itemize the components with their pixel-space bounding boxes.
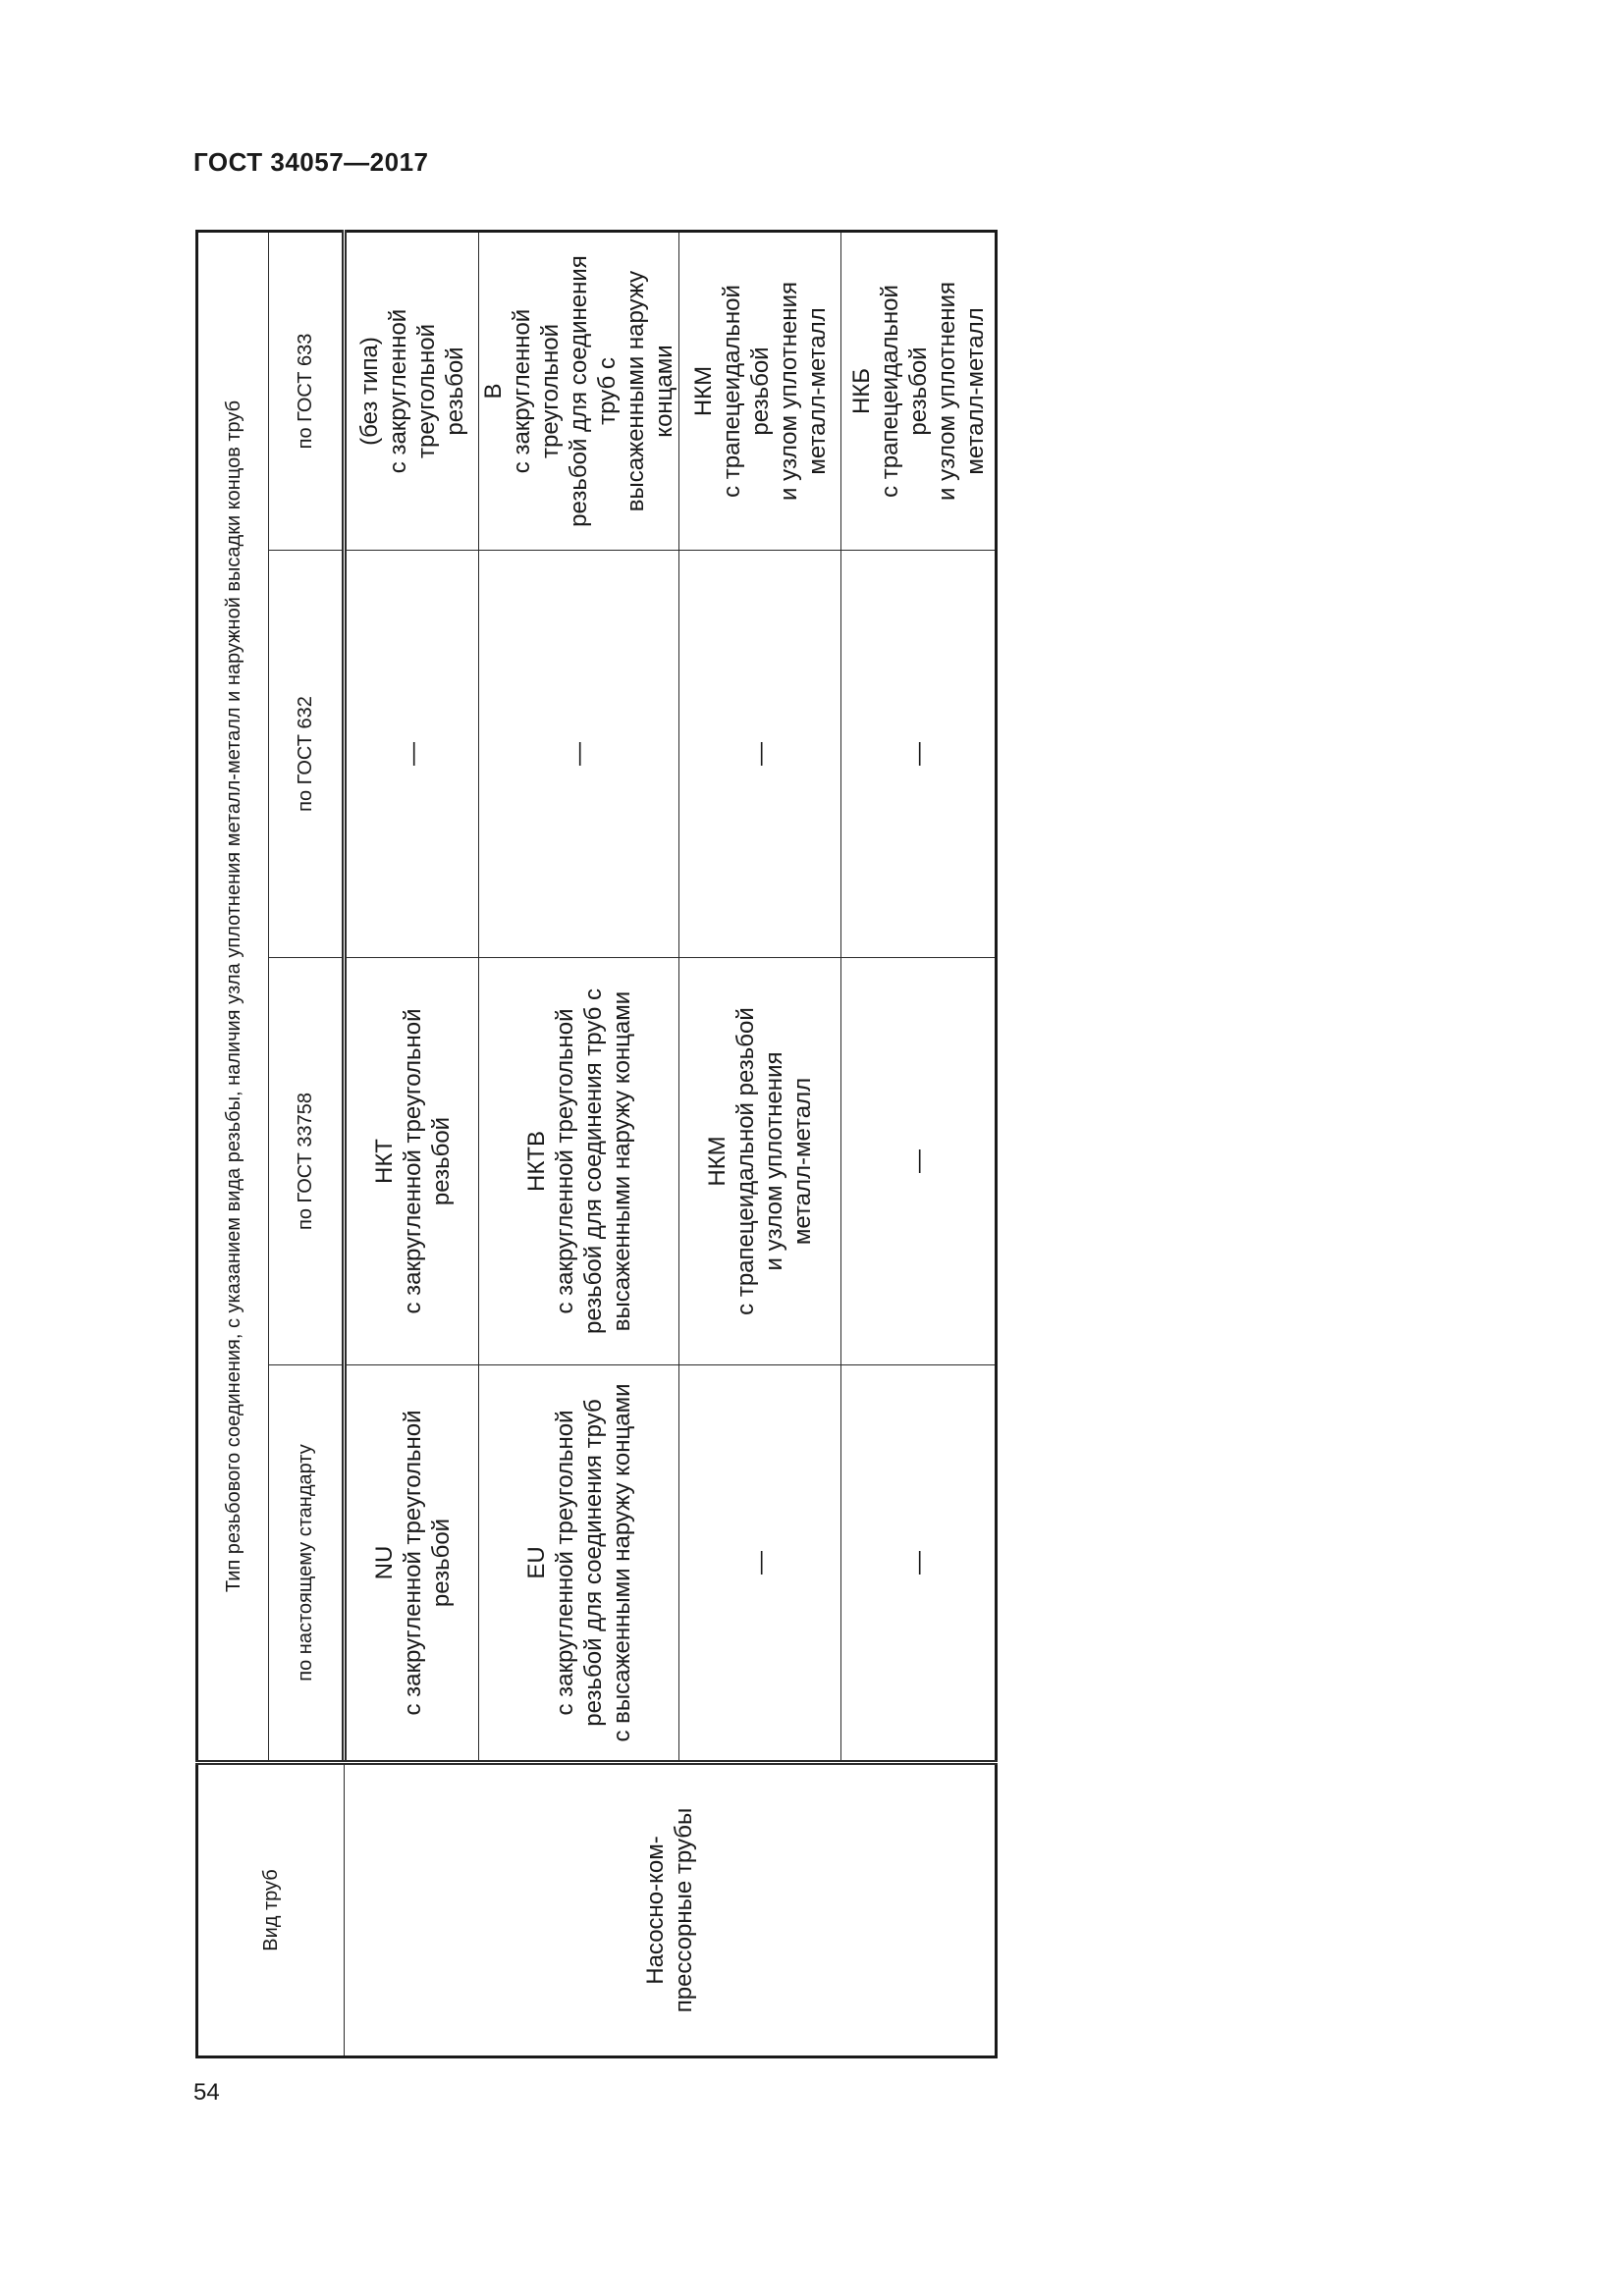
- cell-gost-632: [679, 551, 841, 958]
- cell-gost-632: [841, 551, 997, 958]
- column-header-gost-632: по ГОСТ 632: [269, 551, 345, 958]
- cell-line: НКБ: [847, 367, 875, 415]
- table-row: [345, 232, 479, 2057]
- cell-gost-33758: [479, 958, 679, 1365]
- rotated-table-frame: [195, 233, 989, 2058]
- cell-this-standard: [679, 1365, 841, 1763]
- cell-line: с закругленной треугольной: [551, 1008, 578, 1314]
- cell-line: и узлом уплотнения: [761, 1051, 787, 1271]
- cell-gost-633: [679, 232, 841, 551]
- cell-line: с трапецеидальной резьбой: [732, 1007, 759, 1315]
- cell-line: металл-металл: [803, 307, 831, 475]
- cell-this-standard: [479, 1365, 679, 1763]
- cell-gost-33758: [841, 958, 997, 1365]
- thread-type-caption: Тип резьбового соединения, с указанием вида резьбы, наличия узла уплотнения металл-металл и наружной высадки концов труб: [197, 232, 269, 1763]
- page-number: 54: [193, 2079, 220, 2106]
- cell-gost-632: [345, 551, 479, 958]
- cell-this-standard: [345, 1365, 479, 1763]
- cell-line: —: [904, 742, 932, 766]
- cell-line: резьбой для соединения труб: [579, 1399, 607, 1727]
- cell-line: с трапецеидальной резьбой: [718, 285, 774, 498]
- cell-line: НКТВ: [522, 1131, 550, 1192]
- column-header-gost-33758: по ГОСТ 33758: [269, 958, 345, 1365]
- cell-gost-632: [479, 551, 679, 958]
- cell-line: металл-металл: [789, 1077, 816, 1246]
- cell-line: —: [399, 742, 426, 766]
- cell-gost-33758: [679, 958, 841, 1365]
- cell-line: высаженными наружу концами: [623, 270, 677, 512]
- cell-line: с трапецеидальной резьбой: [876, 285, 932, 498]
- cell-gost-633: [841, 232, 997, 551]
- cell-line: резьбой: [442, 347, 468, 436]
- cell-line: —: [566, 742, 592, 766]
- cell-line: с закругленной треугольной: [509, 308, 564, 474]
- thread-type-table: [195, 230, 998, 2058]
- document-title: ГОСТ 34057—2017: [193, 147, 429, 177]
- pipe-group-label: Насосно-ком-прессорные трубы: [642, 1807, 697, 2013]
- cell-gost-633: [479, 232, 679, 551]
- cell-line: резьбой для соединения труб с: [579, 988, 607, 1335]
- column-header-gost-633: по ГОСТ 633: [269, 232, 345, 551]
- cell-line: НКТ: [370, 1139, 398, 1184]
- cell-line: —: [746, 1551, 774, 1575]
- pipe-type-header: Вид труб: [197, 1763, 345, 2057]
- cell-line: —: [904, 1149, 932, 1173]
- cell-line: с закругленной треугольной: [385, 308, 440, 474]
- cell-line: NU: [370, 1545, 398, 1580]
- cell-line: (без типа): [356, 337, 383, 446]
- cell-line: высаженными наружу концами: [608, 990, 635, 1332]
- rotated-table: [195, 233, 989, 2058]
- cell-line: с закругленной треугольной: [551, 1410, 578, 1716]
- cell-line: металл-металл: [961, 307, 989, 475]
- cell-line: с высаженными наружу концами: [608, 1383, 635, 1742]
- cell-line: EU: [522, 1546, 550, 1579]
- cell-line: и узлом уплотнения: [933, 282, 960, 501]
- cell-line: резьбой для соединения труб с: [566, 255, 621, 527]
- cell-line: НКМ: [704, 1136, 731, 1187]
- cell-line: резьбой: [427, 1116, 455, 1206]
- cell-line: НКМ: [689, 365, 717, 417]
- cell-line: с закругленной треугольной: [399, 1008, 426, 1314]
- cell-this-standard: [841, 1365, 997, 1763]
- cell-line: резьбой: [427, 1518, 455, 1608]
- cell-line: с закругленной треугольной: [399, 1410, 426, 1716]
- cell-line: и узлом уплотнения: [775, 282, 802, 501]
- cell-line: —: [746, 742, 774, 766]
- column-header-this-standard: по настоящему стандарту: [269, 1365, 345, 1763]
- cell-gost-633: [345, 232, 479, 551]
- cell-line: В: [480, 383, 507, 400]
- cell-line: —: [904, 1551, 932, 1575]
- pipe-group-cell: [345, 1763, 997, 2057]
- cell-gost-33758: [345, 958, 479, 1365]
